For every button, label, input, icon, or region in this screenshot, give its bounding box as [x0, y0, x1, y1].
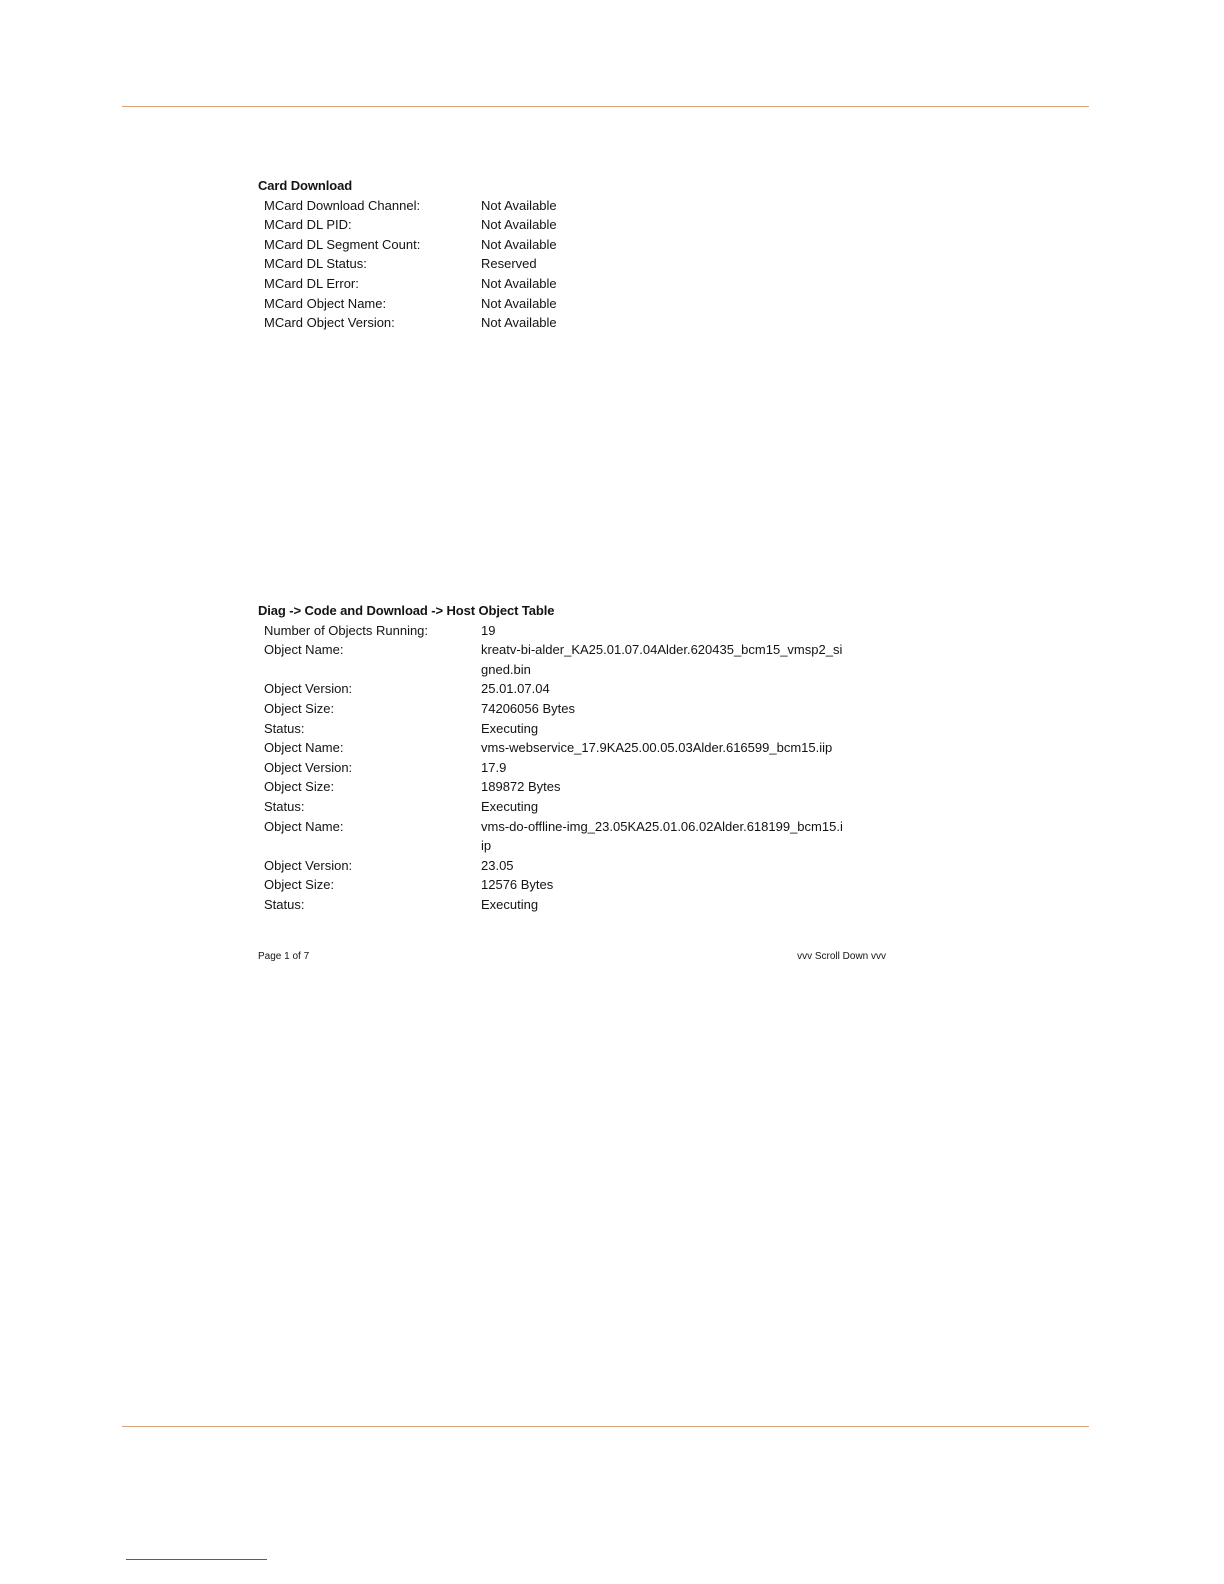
row-label: Status: — [264, 720, 305, 736]
table-row — [258, 895, 898, 915]
table-row — [258, 817, 898, 856]
row-label: Object Version: — [264, 857, 353, 873]
page-number: Page 1 of 7 — [258, 951, 310, 962]
table-row — [258, 679, 898, 699]
row-value: 19 — [481, 622, 496, 638]
row-label: MCard DL Error: — [264, 275, 359, 291]
row-value: 17.9 — [481, 759, 507, 775]
host-object-table-title: Diag -> Code and Download -> Host Object Table — [258, 603, 555, 618]
row-label: MCard Object Version: — [264, 315, 395, 331]
header-rule — [122, 106, 1089, 107]
table-row — [258, 621, 898, 641]
row-label: Object Version: — [264, 681, 353, 697]
table-row — [258, 719, 898, 739]
row-value: Not Available — [481, 217, 557, 233]
row-value: Executing — [481, 798, 539, 814]
table-row — [258, 758, 898, 778]
row-label: Object Name: — [264, 740, 344, 756]
row-label: Status: — [264, 798, 305, 814]
table-row — [258, 196, 898, 216]
row-value: 23.05 — [481, 857, 514, 873]
row-value: 189872 Bytes — [481, 779, 561, 795]
row-label: MCard Download Channel: — [264, 197, 421, 213]
table-row — [258, 274, 898, 294]
row-value: kreatv-bi-alder_KA25.01.07.04Alder.620435_bcm15_vmsp2_signed.bin — [481, 642, 843, 677]
row-value: Not Available — [481, 295, 557, 311]
row-value: Not Available — [481, 236, 557, 252]
row-value: 25.01.07.04 — [481, 681, 550, 697]
host-object-table-section — [258, 601, 898, 915]
table-row — [258, 215, 898, 235]
row-value: Executing — [481, 720, 539, 736]
table-row — [258, 856, 898, 876]
scroll-down-hint: vvv Scroll Down vvv — [797, 951, 886, 962]
row-label: Number of Objects Running: — [264, 622, 429, 638]
table-row — [258, 235, 898, 255]
row-value: Reserved — [481, 256, 537, 272]
row-value: Not Available — [481, 197, 557, 213]
row-label: Object Version: — [264, 759, 353, 775]
row-value: Not Available — [481, 275, 557, 291]
row-label: MCard DL Segment Count: — [264, 236, 421, 252]
table-row — [258, 699, 898, 719]
row-label: Object Size: — [264, 877, 335, 893]
card-download-section — [258, 176, 898, 333]
row-label: Object Name: — [264, 818, 344, 834]
table-row — [258, 640, 898, 679]
footer-rule — [122, 1426, 1089, 1427]
row-value: 12576 Bytes — [481, 877, 554, 893]
table-row — [258, 738, 898, 758]
row-label: Object Name: — [264, 642, 344, 658]
row-label: Object Size: — [264, 700, 335, 716]
page-footer — [258, 950, 886, 964]
row-label: Status: — [264, 896, 305, 912]
table-row — [258, 294, 898, 314]
row-value: vms-webservice_17.9KA25.00.05.03Alder.616599_bcm15.iip — [481, 740, 833, 756]
row-label: Object Size: — [264, 779, 335, 795]
footnote-rule — [126, 1559, 267, 1560]
row-value: Not Available — [481, 315, 557, 331]
host-object-table-rows — [258, 621, 898, 915]
card-download-title: Card Download — [258, 178, 353, 193]
row-value: 74206056 Bytes — [481, 700, 575, 716]
table-row — [258, 777, 898, 797]
row-value: vms-do-offline-img_23.05KA25.01.06.02Alder.618199_bcm15.iip — [481, 818, 843, 854]
table-row — [258, 254, 898, 274]
table-row — [258, 875, 898, 895]
row-label: MCard DL Status: — [264, 256, 367, 272]
row-label: MCard DL PID: — [264, 217, 352, 233]
table-row — [258, 797, 898, 817]
table-row — [258, 313, 898, 333]
row-value: Executing — [481, 896, 539, 912]
card-download-rows — [258, 196, 898, 333]
row-label: MCard Object Name: — [264, 295, 387, 311]
